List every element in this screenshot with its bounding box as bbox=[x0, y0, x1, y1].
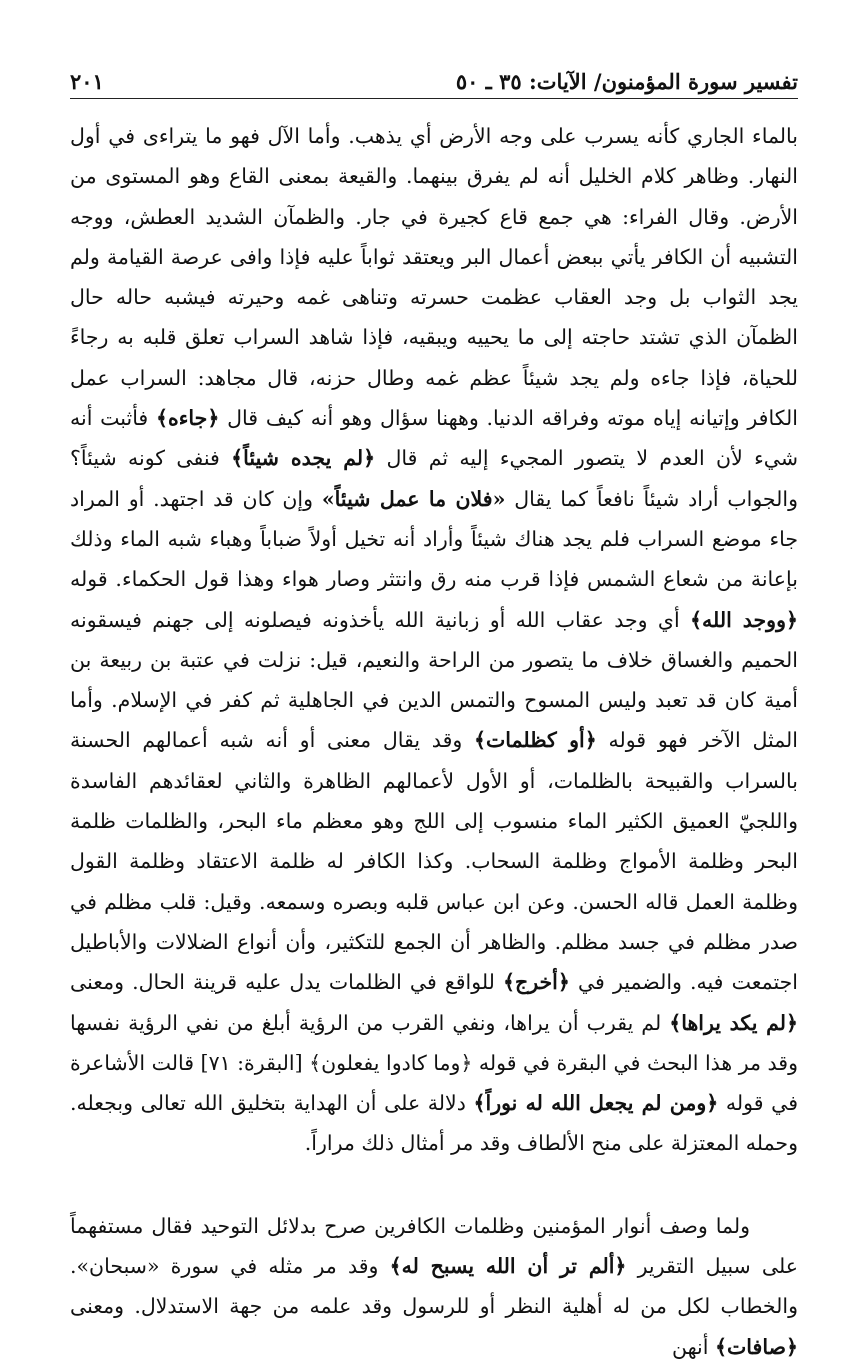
text-run: قيل: نزلت في عتبة بن ربيعة بن أمية كان قد تعبد وليس المسوح والتمس الدين في bbox=[70, 647, 798, 713]
text-run: وظلمة القول وظلمة العمل قاله الحسن. وعن ابن عباس قلبه وبصره وسمعه. وقيل: قلب bbox=[70, 849, 798, 914]
text-run: الأرض. وقال الفراء: هي جمع قاع كجيرة في جار. والظمآن الشديد العطش، ووجه bbox=[70, 204, 798, 229]
page-number: ٢٠١ bbox=[70, 69, 104, 94]
text-run: فنفى كونه شيئاً؟ والجواب أراد شيئاً نافعاً كما يقال bbox=[70, 446, 798, 511]
running-title: تفسير سورة المؤمنون/ الآيات: ٣٥ ـ ٥٠ bbox=[455, 69, 798, 94]
text-run: للواقع في الظلمات يدل عليه قرينة الحال. bbox=[124, 970, 503, 995]
text-run: يأخذونه فيصلونه إلى جهنم فيسقونه الحميم والغساق خلاف ما يتصور من الراحة والنعيم، bbox=[70, 607, 798, 672]
running-header bbox=[70, 62, 798, 99]
text-run: وقد يقال معنى أو bbox=[287, 728, 474, 753]
text-run: تشتد حاجته إلى ما يحييه ويبقيه، فإذا شاهد السراب تعلق قلبه به رجاءً للحياة، فإذا جاءه bbox=[70, 325, 798, 390]
commentary-paragraph-1 bbox=[70, 116, 798, 1164]
quoted-verse: ﴿ووجد الله﴾ bbox=[690, 607, 798, 632]
text-run: على سبيل التقرير bbox=[626, 1254, 798, 1279]
text-run: لكل من له أهلية النظر أو للرسول وقد علمه من جهة الاستدلال. ومعنى bbox=[70, 1294, 711, 1319]
text-run: المجيء إليه ثم قال bbox=[375, 446, 564, 471]
text-run: التشبيه أن الكافر يأتي ببعض أعمال البر ويعتقد ثواباً عليه فإذا وافى عرصة القيامة ولم يجد bbox=[70, 244, 798, 310]
text-run: ومعنى bbox=[70, 970, 125, 995]
quoted-verse: ﴿أخرج﴾ bbox=[502, 970, 570, 995]
quoted-verse: ﴿أو كظلمات﴾ bbox=[474, 728, 597, 753]
text-run: أنهن bbox=[671, 1334, 715, 1359]
text-run: النهار. وظاهر كلام الخليل أنه لم يفرق بينهما. والقيعة بمعنى القاع وهو المستوى من bbox=[70, 164, 798, 189]
text-run: لعقائدهم الفاسدة واللجيّ العميق الكثير الماء منسوب إلى اللج وهو معظم ماء البحر، bbox=[70, 768, 798, 834]
text-run: مظلم في صدر مظلم في جسد مظلم. والظاهر أن الجمع للتكثير، وأن أنواع الضلالات bbox=[70, 889, 798, 954]
quoted-verse: ﴿ومن لم يجعل الله له نوراً﴾ bbox=[473, 1091, 719, 1116]
text-run: الثواب بل وجد العقاب عظمت حسرته وتناهى غمه وحيرته فيشبه حاله حال الظمآن الذي bbox=[70, 285, 798, 350]
text-run: الجاهلية ثم كفر في الإسلام. وأما المثل الآخر فهو قوله bbox=[70, 688, 798, 753]
text-run: وإن كان قد اجتهد. أو المراد جاء موضع السراب فلم يجد هناك شيئاً bbox=[70, 486, 798, 551]
commentary-paragraph-2 bbox=[70, 1206, 798, 1367]
text-run: والأباطيل اجتمعت فيه. والضمير في bbox=[70, 929, 798, 995]
quoted-verse: ﴿لم يكد يراها﴾ bbox=[669, 1010, 798, 1035]
quoted-verse: ﴿صافات﴾ bbox=[714, 1334, 798, 1359]
text-run: وبجعله. وحمله المعتزلة على منح الألطاف وقد مر أمثال ذلك مراراً. bbox=[70, 1091, 798, 1156]
text-run: دلالة على أن الهداية بتخليق الله تعالى bbox=[133, 1091, 474, 1116]
quoted-verse: ﴿لم يجده شيئاً﴾ bbox=[231, 446, 376, 471]
quoted-verse: ﴿جاءه﴾ bbox=[156, 406, 220, 431]
text-run: نفسها وقد مر هذا البحث في البقرة في قوله ﴿وما كادوا يفعلون﴾ [البقرة: ٧١] قالت bbox=[70, 1010, 799, 1075]
text-run: وفراقه الدنيا. وههنا سؤال وهو أنه كيف قال bbox=[219, 406, 600, 431]
text-run: وقد مر مثله في سورة «سبحان». والخطاب bbox=[70, 1254, 798, 1319]
text-run: فأثبت أنه شيء لأن العدم لا يتصور bbox=[70, 406, 798, 471]
page-body bbox=[70, 116, 798, 1367]
text-run: أي وجد عقاب الله أو زبانية الله bbox=[384, 607, 691, 632]
quoted-verse: «فلان ما عمل شيئاً» bbox=[321, 486, 506, 511]
quoted-verse: ﴿ألم تر أن الله يسبح له﴾ bbox=[389, 1254, 627, 1279]
text-run: وانتثر وصار هواء وهذا قول الحكماء. قوله bbox=[70, 567, 423, 592]
text-run: وأراد أنه تخيل أولاً ضباباً وهباء شبه الماء وذلك بإعانة من شعاع الشمس فإذا قرب منه رق bbox=[70, 526, 798, 592]
text-run: ولما وصف أنوار المؤمنين وظلمات الكافرين صرح بدلائل التوحيد فقال مستفهماً bbox=[70, 1213, 750, 1238]
text-run: بالماء الجاري كأنه يسرب على وجه الأرض أي يذهب. وأما الآل فهو ما يتراءى في أول bbox=[70, 124, 798, 148]
text-run: لم يقرب أن يراها، ونفي القرب من الرؤية أبلغ من نفي الرؤية bbox=[120, 1010, 670, 1035]
text-run: ولم يجد شيئاً عظم غمه وطال حزنه، قال مجاهد: السراب عمل الكافر وإتيانه إياه موته bbox=[70, 365, 798, 431]
text-run: أنه شبه أعمالهم الحسنة بالسراب والقبيحة بالظلمات، أو الأول لأعمالهم الظاهرة والثاني bbox=[70, 728, 798, 793]
text-run: الأشاعرة في قوله bbox=[70, 1050, 798, 1116]
text-run: والظلمات ظلمة البحر وظلمة الأمواج وظلمة السحاب. وكذا الكافر له ظلمة الاعتقاد bbox=[70, 809, 798, 874]
